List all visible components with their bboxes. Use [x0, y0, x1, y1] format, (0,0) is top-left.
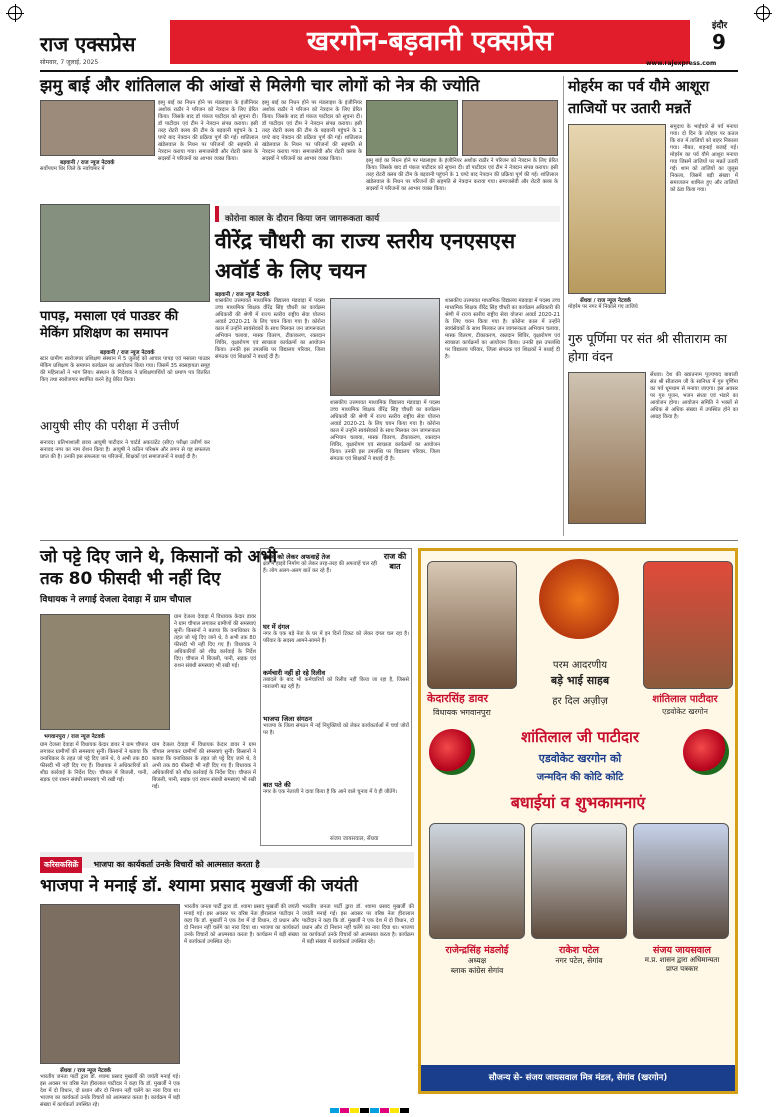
ad-photo-rakesh: [531, 823, 627, 939]
raj-item-body: नगर के एक नेताजी ने दावा किया है कि आने वाले चुनाव में वे ही जीतेंगे।: [263, 789, 398, 795]
body-virendra-col2: शासकीय उत्तमावत माध्यमिक विद्यालय मंडवाड़ा में पदस्थ उच्च माध्यमिक शिक्षक वीरेंद्र सिंह चौधरी का कार्यक्रम अधिकारी की श्रेणी में राज्य स्तरीय राष्ट्रीय सेवा योजना अवार्ड 2020-21 के लिए चयन किया गया है। कोरोना काल में उन्होंने स्वयंसेवकों के साथ मिलकर जन जागरूकता अभियान चलाया, मास्क वितरण, टीकाकरण, रक्तदान शिविर, वृक्षारोपण एवं स्वच्छता कार्यक्रमों का आयोजन किया। उनकी इस उपलब्धि पर विद्यालय परिवार, जिला संगठक एवं शिक्षकों ने बधाई दी है।: [330, 400, 440, 462]
edition-banner: [170, 20, 690, 64]
ad-bottom-person-1: [425, 943, 529, 976]
masthead-city: इंदौर: [712, 21, 728, 31]
birthday-ad: [418, 548, 738, 1094]
ad-rose-left: [429, 729, 475, 775]
masthead-paper-name: राज एक्सप्रेस: [40, 32, 136, 56]
masthead-date: सोमवार, 7 जुलाई, 2025: [40, 59, 99, 66]
headline-virendra: वीरेंद्र चौधरी का राज्य स्तरीय एनएसएस अवॉर्ड के लिए चयन: [215, 229, 516, 283]
raj-ki-baat-item-1: [263, 552, 377, 601]
raj-item-title: बात पते की: [263, 781, 291, 789]
photo-sant-sitaram: [568, 372, 646, 524]
ad-main-title: एडवोकेट खरगोन को: [538, 752, 622, 765]
photo-eye-subcaption: सर्वोपयम धिर जिले के नर्वाचमार में: [40, 166, 105, 172]
bjp-kicker-bar: [40, 852, 414, 868]
raj-ki-baat-item-3: [263, 668, 409, 713]
body-eye-donation-col2: झमु बाई का निधन होने पर मंडलाइश के इंजीनियर अशोक राठौर ने परिजन को नेत्रदान के लिए प्रेरित किया। जिसके बाद डॉ पंकज पाटीदार को सूचना दी। डॉ पाटीदार एवं टीम ने नेत्रदान संपन्न कराया। इसी तरह रोटरी क्लब की टीम के बड़वानी पहुंचने के 1 घण्टे बाद नेत्रदान की प्रक्रिया पूर्ण की गई। शांतिलाल खंडेलवाल के निधन पर परिजनों की सहमति से नेत्रदान कराया गया। समाजसेवी और रोटरी क्लब के सदस्यों ने परिजनों का आभार व्यक्त किया।: [262, 100, 362, 162]
raj-item-body: क्षेत्र में हाइवे निर्माण को लेकर तरह-तरह की अफवाहें चल रही हैं। लोग अलग-अलग बातें कर रहे हैं।: [263, 561, 377, 574]
masthead-rule: [40, 70, 738, 72]
raj-ki-baat-item-4: [263, 714, 409, 779]
headline-bjp: भाजपा ने मनाई डॉ. श्यामा प्रसाद मुखर्जी की जयंती: [40, 876, 358, 896]
body-farmers-col2: ग्राम देजला देवाड़ा में विधायक केदार डावर ने ग्राम चौपाल लगाकर ग्रामीणों की समस्याएं सुनीं। किसानों ने बताया कि वनाधिकार के तहत जो पट्टे दिए जाने थे, वे अभी तक 80 फीसदी भी नहीं दिए गए हैं। विधायक ने अधिकारियों को शीघ्र कार्रवाई के निर्देश दिए। चौपाल में बिजली, पानी, सड़क एवं राशन संबंधी समस्याएं भी रखी गईं।: [40, 742, 148, 783]
body-farmers-col1: ग्राम देजला देवाड़ा में विधायक केदार डावर ने ग्राम चौपाल लगाकर ग्रामीणों की समस्याएं सुनीं। किसानों ने बताया कि वनाधिकार के तहत जो पट्टे दिए जाने थे, वे अभी तक 80 फीसदी भी नहीं दिए गए हैं। विधायक ने अधिकारियों को शीघ्र कार्रवाई के निर्देश दिए। चौपाल में बिजली, पानी, सड़क एवं राशन संबंधी समस्याएं भी रखी गईं।: [174, 614, 256, 669]
ad-photo-rajendra: [429, 823, 525, 939]
headline-guru-purnima: गुरु पूर्णिमा पर संत श्री सीताराम का होगा वंदन: [568, 331, 728, 364]
ad-greeting-1: परम आदरणीय: [552, 660, 608, 671]
ad-name-kedar: केदारसिंह डावर: [427, 692, 488, 705]
photo-eye-caption: बड़वानी / राज न्यूज नेटवर्क: [60, 160, 115, 166]
ad-bottom-name: राजेन्द्रसिंह मंडलोई: [445, 945, 509, 956]
ad-bottom-role: नगर पटेल, सेगांव: [555, 956, 603, 965]
papad-caption: बड़वानी / राज न्यूज नेटवर्क: [100, 350, 155, 356]
body-virendra-col1: शासकीय उत्तमावत माध्यमिक विद्यालय मंडवाड़ा में पदस्थ उच्च माध्यमिक शिक्षक वीरेंद्र सिंह चौधरी का कार्यक्रम अधिकारी की श्रेणी में राज्य स्तरीय राष्ट्रीय सेवा योजना अवार्ड 2020-21 के लिए चयन किया गया है। कोरोना काल में उन्होंने स्वयंसेवकों के साथ मिलकर जन जागरूकता अभियान चलाया, मास्क वितरण, टीकाकरण, रक्तदान शिविर, वृक्षारोपण एवं स्वच्छता कार्यक्रमों का आयोजन किया। उनकी इस उपलब्धि पर विद्यालय परिवार, जिला संगठक एवं शिक्षकों ने बधाई दी है।: [215, 298, 325, 360]
edition-title: खरगोन-बड़वानी एक्सप्रेस: [306, 26, 554, 57]
headline-farmers: जो पट्टे दिए जाने थे, किसानों को अभी तक 80 फीसदी भी नहीं दिए: [40, 547, 278, 589]
ad-bottom-role: अध्यक्ष: [467, 956, 487, 965]
photo-tazia: [568, 124, 666, 294]
raj-ki-baat-item-5: [263, 780, 409, 833]
bjp-kicker: भाजपा का कार्यकर्ता उनके विचारों को आत्मसात करता है: [93, 860, 260, 869]
bjp-caption: सेंधवा / राज न्यूज नेटवर्क: [60, 1068, 112, 1074]
photo-gram-chaupal: [40, 614, 170, 730]
ad-wish-big: बधाईयां व शुभकामनाएं: [510, 793, 646, 812]
subheadline-farmers: विधायक ने लगाई देजला देवाड़ा में ग्राम चौपाल: [40, 595, 192, 605]
ad-photo-sanjay: [633, 823, 729, 939]
website-link[interactable]: www.rajexpress.com: [646, 60, 717, 67]
photo-eye-donation-1: [40, 100, 155, 156]
ad-greeting-3: हर दिल अज़ीज़: [552, 696, 608, 707]
color-bar: [330, 1098, 410, 1117]
ad-wish-line: जन्मदिन की कोटि कोटि: [536, 772, 624, 783]
raj-item-title: घर में दंगल: [263, 623, 290, 631]
body-bjp-below-photo: भारतीय जनता पार्टी द्वारा डॉ. श्यामा प्रसाद मुखर्जी की जयंती मनाई गई। इस अवसर पर वरिष्ठ नेता हीरालाल पाटीदार ने कहा कि डॉ. मुखर्जी ने एक देश में दो विधान, दो प्रधान और दो निशान नहीं चलेंगे का नारा दिया था। भाजपा का कार्यकर्ता उनके विचारों को आत्मसात करता है। कार्यक्रम में बड़ी संख्या में कार्यकर्ता उपस्थित रहे।: [40, 1074, 180, 1108]
ad-main-name: शांतिलाल जी पाटीदार: [520, 728, 640, 746]
kicker-korona: [215, 206, 560, 222]
virendra-caption: बड़वानी / राज न्यूज नेटवर्क: [215, 292, 270, 298]
column-rule-right: [563, 76, 564, 536]
ad-bottom-name: संजय जायसवाल: [653, 945, 711, 956]
ad-photo-shantilal: [643, 561, 733, 689]
ad-bottom-role: म.प्र. शासन द्वारा अधिमान्यता: [644, 956, 720, 964]
photo-virendra: [330, 298, 440, 396]
headline-eye-donation: झमु बाई और शांतिलाल की आंखों से मिलेगी चार लोगों को नेत्र की ज्योति: [40, 76, 480, 95]
photo-bjp-event: [40, 904, 180, 1064]
body-guru-purnima: सेंधवा। देश की ख्यातनाम पूज्यपाद बाबाजी संत श्री सीताराम जी के सानिध्य में गुरु पूर्णिमा का पर्व धूमधाम से मनाया जाएगा। इस अवसर पर गुरु पूजन, भजन संध्या एवं भंडारे का आयोजन होगा। आयोजन समिति ने भक्तों से अधिक से अधिक संख्या में उपस्थित होने का आग्रह किया है।: [650, 372, 738, 420]
photo-papad-training: [40, 204, 210, 302]
ad-bottom-person-2: [529, 943, 629, 966]
ad-deity-image: [539, 559, 619, 639]
ad-bottom-person-3: [629, 943, 735, 974]
farmers-caption: भगवानपुरा / राज न्यूज नेटवर्क: [44, 734, 105, 740]
ad-title-kedar: विधायक भगवानपुरा: [433, 708, 491, 717]
registration-mark-top-right: [756, 6, 770, 20]
moharram-caption: सेंधवा / राज न्यूज नेटवर्क: [580, 298, 632, 304]
body-bjp-col2: भारतीय जनता पार्टी द्वारा डॉ. श्यामा प्रसाद मुखर्जी की जयंती मनाई गई। इस अवसर पर वरिष्ठ नेता हीरालाल पाटीदार ने कहा कि डॉ. मुखर्जी ने एक देश में दो विधान, दो प्रधान और दो निशान नहीं चलेंगे का नारा दिया था। भाजपा का कार्यकर्ता उनके विचारों को आत्मसात करता है। कार्यक्रम में बड़ी संख्या में कार्यकर्ता उपस्थित रहे।: [184, 904, 299, 945]
section-rule-mid: [40, 540, 738, 541]
body-farmers-col3: ग्राम देजला देवाड़ा में विधायक केदार डावर ने ग्राम चौपाल लगाकर ग्रामीणों की समस्याएं सुनीं। किसानों ने बताया कि वनाधिकार के तहत जो पट्टे दिए जाने थे, वे अभी तक 80 फीसदी भी नहीं दिए गए हैं। विधायक ने अधिकारियों को शीघ्र कार्रवाई के निर्देश दिए। चौपाल में बिजली, पानी, सड़क एवं राशन संबंधी समस्याएं भी रखी गईं।: [152, 742, 256, 790]
kicker-korona-text: कोरोना काल के दौरान किया जन जागरूकता कार्य: [225, 214, 380, 224]
moharram-photo-caption: मोहर्रम पर नगर में निकाले गए ताजिये: [568, 304, 638, 310]
ad-photo-kedar: [427, 561, 517, 689]
photo-eye-donation-2: [366, 100, 458, 156]
ad-bottom-role: प्राप्त पत्रकार: [665, 965, 699, 973]
raj-ki-baat-item-2: [263, 622, 409, 667]
ad-greeting-2: बड़े भाई साहब: [550, 674, 610, 687]
ad-rose-right: [683, 729, 729, 775]
bjp-tag: करिसकसिक्रें: [40, 857, 82, 873]
raj-item-title: हाइवे को लेकर अफवाहें तेज: [263, 553, 330, 561]
ad-title-shantilal: एडवोकेट खरगोन: [662, 707, 708, 716]
ad-footer-bar: [421, 1065, 735, 1091]
body-moharram: समुदाय के भाईचारे से पर्व मनाया गया। दो दिन के त्योहार पर कतल कि रात में ताजियों को बाहर निकाला गया। नौबत, शहनाई बजाई गई। मोहर्रम का पर्व यौमे आशूरा मनाया गया जिसमें ताजियों पर मन्नतें उतारी गईं। शाम को ताजियों का जुलूस निकला, जिसमें बड़ी संख्या में समाजजन शामिल हुए और ताजियों को ठंडा किया गया।: [670, 124, 738, 193]
body-eye-donation: झमु बाई का निधन होने पर मंडलाइश के इंजीनियर अशोक राठौर ने परिजन को नेत्रदान के लिए प्रेरित किया। जिसके बाद डॉ पंकज पाटीदार को सूचना दी। डॉ पाटीदार एवं टीम ने नेत्रदान संपन्न कराया। इसी तरह रोटरी क्लब की टीम के बड़वानी पहुंचने के 1 घण्टे बाद नेत्रदान की प्रक्रिया पूर्ण की गई। शांतिलाल खंडेलवाल के निधन पर परिजनों की सहमति से नेत्रदान कराया गया। समाजसेवी और रोटरी क्लब के सदस्यों ने परिजनों का आभार व्यक्त किया।: [158, 100, 258, 162]
photo-eye-donation-3: [462, 100, 558, 156]
body-bjp-col3: भारतीय जनता पार्टी द्वारा डॉ. श्यामा प्रसाद मुखर्जी की जयंती मनाई गई। इस अवसर पर वरिष्ठ नेता हीरालाल पाटीदार ने कहा कि डॉ. मुखर्जी ने एक देश में दो विधान, दो प्रधान और दो निशान नहीं चलेंगे का नारा दिया था। भाजपा का कार्यकर्ता उनके विचारों को आत्मसात करता है। कार्यक्रम में बड़ी संख्या में कार्यकर्ता उपस्थित रहे।: [302, 904, 414, 945]
registration-mark-top-left: [8, 6, 22, 20]
ad-bottom-role: ब्लाक कांग्रेस सेगांव: [450, 966, 504, 975]
headline-papad: पापड़, मसाला एवं पाउडर की मेकिंग प्रशिक्षण का समापन: [40, 309, 179, 341]
ad-bottom-name: राकेश पटेल: [558, 945, 600, 956]
raj-item-body: भाजपा के जिला संगठन में नई नियुक्तियों को लेकर कार्यकर्ताओं में चर्चा जोरों पर है।: [263, 723, 409, 736]
page-number: 9: [712, 30, 726, 54]
headline-moharram: मोहर्रम का पर्व यौमे आशूरा ताजियों पर उतारी मन्नतें: [568, 79, 710, 117]
ad-footer-text: सौजन्य से- संजय जायसवाल मित्र मंडल, सेगांव (खरगोन): [488, 1073, 668, 1083]
raj-item-title: भाजपा जिला संगठन: [263, 715, 313, 723]
raj-ki-baat-signature: संजय जायसवाल, सेंधवा: [330, 836, 379, 842]
body-eye-donation-col3: झमु बाई का निधन होने पर मंडलाइश के इंजीनियर अशोक राठौर ने परिजन को नेत्रदान के लिए प्रेरित किया। जिसके बाद डॉ पंकज पाटीदार को सूचना दी। डॉ पाटीदार एवं टीम ने नेत्रदान संपन्न कराया। इसी तरह रोटरी क्लब की टीम के बड़वानी पहुंचने के 1 घण्टे बाद नेत्रदान की प्रक्रिया पूर्ण की गई। शांतिलाल खंडेलवाल के निधन पर परिजनों की सहमति से नेत्रदान कराया गया। समाजसेवी और रोटरी क्लब के सदस्यों ने परिजनों का आभार व्यक्त किया।: [366, 158, 558, 192]
body-virendra-col3: शासकीय उत्तमावत माध्यमिक विद्यालय मंडवाड़ा में पदस्थ उच्च माध्यमिक शिक्षक वीरेंद्र सिंह चौधरी का कार्यक्रम अधिकारी की श्रेणी में राज्य स्तरीय राष्ट्रीय सेवा योजना अवार्ड 2020-21 के लिए चयन किया गया है। कोरोना काल में उन्होंने स्वयंसेवकों के साथ मिलकर जन जागरूकता अभियान चलाया, मास्क वितरण, टीकाकरण, रक्तदान शिविर, वृक्षारोपण एवं स्वच्छता कार्यक्रमों का आयोजन किया। उनकी इस उपलब्धि पर विद्यालय परिवार, जिला संगठक एवं शिक्षकों ने बधाई दी है।: [445, 298, 560, 360]
raj-item-title: कर्मचारी नहीं हो रहे रिलीव: [263, 669, 326, 677]
body-ca-exam: सनावद। प्रतिभाशाली छात्रा आयुषी पाटीदार ने चार्टर्ड अकाउंटेंट (सीए) परीक्षा उत्तीर्ण कर सनावद नगर का नाम रोशन किया है। आयुषी ने कठिन परिश्रम और लगन से यह सफलता प्राप्त की है। उनकी इस सफलता पर परिजनों, शिक्षकों एवं समाजजनों ने बधाई दी है।: [40, 440, 210, 460]
raj-item-body: तबादले के बाद भी कर्मचारियों को रिलीव नहीं किया जा रहा है, जिससे नाराजगी बढ़ रही है।: [263, 677, 409, 690]
raj-item-body: नगर के एक बड़े नेता के घर में इन दिनों टिकट को लेकर दंगल चल रहा है। परिवार के सदस्य आमने-सामने हैं।: [263, 631, 409, 644]
headline-ca-exam: आयुषी सीए की परीक्षा में उत्तीर्ण: [40, 419, 179, 433]
raj-ki-baat-label: राज की बात: [383, 552, 407, 571]
body-papad: स्टार ग्रामीण स्वरोजगार प्रशिक्षण संस्थान में 5 जुलाई को आचार पापड़ एवं मसाला पाउडर मेकिंग प्रशिक्षण के समापन कार्यक्रम का आयोजन किया गया। जिसमें 35 स्वसहायता समूह की महिलाओं ने भाग लिया। संस्थान के निदेशक ने प्रशिक्षणार्थियों को प्रमाण पत्र वितरित किए तथा स्वरोजगार स्थापित करने हेतु प्रेरित किया।: [40, 356, 210, 383]
ad-name-shantilal: शांतिलाल पाटीदार: [652, 694, 718, 705]
